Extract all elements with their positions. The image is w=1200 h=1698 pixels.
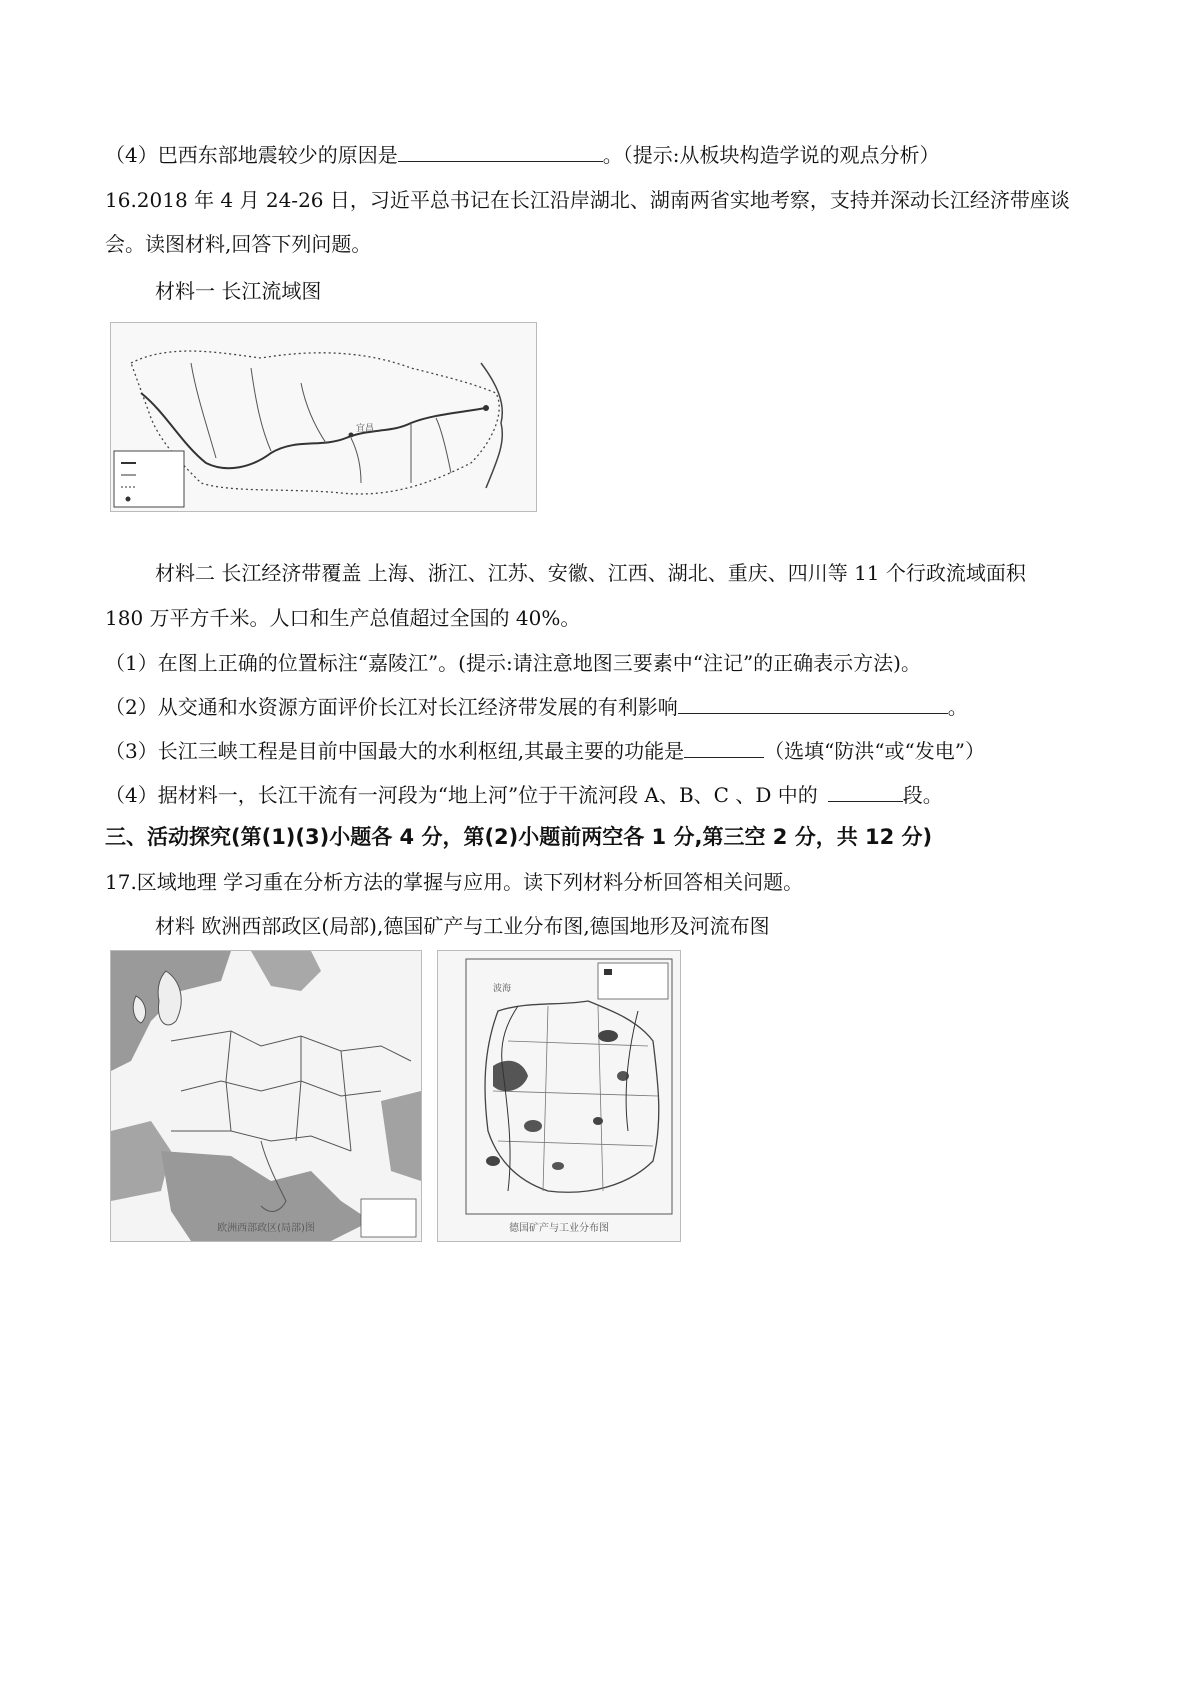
q17-material-label: 材料 欧洲西部政区(局部),德国矿产与工业分布图,德国地形及河流布图	[155, 914, 770, 938]
yangtze-map-graphic	[111, 323, 536, 511]
q16-sub4-end: 段。	[902, 783, 943, 807]
europe-map-caption: 欧洲西部政区(局部)图	[217, 1223, 315, 1234]
q15-4-line	[105, 143, 939, 167]
q16-sub3-line	[105, 739, 985, 763]
q15-4-hint: 。（提示:从板块构造学说的观点分析）	[602, 143, 940, 167]
answer-blank[interactable]	[828, 783, 903, 802]
yangtze-basin-map	[110, 322, 537, 512]
answer-blank[interactable]	[684, 739, 764, 758]
germany-map-graphic	[438, 951, 680, 1241]
q16-sub4-line	[105, 783, 943, 807]
q16-material1-label: 材料一 长江流域图	[155, 279, 322, 303]
sea-label: 波海	[493, 984, 512, 994]
q16-sub2-text: （2）从交通和水资源方面评价长江对长江经济带发展的有利影响	[105, 695, 678, 719]
europe-political-map	[110, 950, 422, 1242]
q16-intro-line1: 16.2018 年 4 月 24-26 日，习近平总书记在长江沿岸湖北、湖南两省实地考察，支持并深动长江经济带座谈	[105, 188, 1070, 212]
q16-sub3-hint: （选填“防洪“或“发电”）	[764, 739, 985, 763]
section3-heading: 三、活动探究(第(1)(3)小题各 4 分，第(2)小题前两空各 1 分,第三空 2 分，共 12 分)	[105, 825, 933, 849]
q16-sub2-line	[105, 695, 968, 719]
q15-4-text: （4）巴西东部地震较少的原因是	[105, 143, 398, 167]
q16-material2-line1: 材料二 长江经济带覆盖 上海、浙江、江苏、安徽、江西、湖北、重庆、四川等 11 个行政流域面积	[155, 561, 1026, 585]
q16-sub2-end: 。	[947, 695, 968, 719]
germany-map-caption: 德国矿产与工业分布图	[509, 1223, 609, 1234]
q16-sub1: （1）在图上正确的位置标注“嘉陵江”。(提示:请注意地图三要素中“注记”的正确表示方法)。	[105, 651, 921, 675]
europe-map-graphic	[111, 951, 421, 1241]
germany-industry-map	[437, 950, 681, 1242]
answer-blank[interactable]	[398, 143, 603, 162]
q16-sub4-text: （4）据材料一，长江干流有一河段为“地上河”位于干流河段 A、B、C 、D 中的	[105, 783, 818, 807]
map-city-label: 宜昌	[356, 424, 375, 434]
q16-material2-line2: 180 万平方千米。人口和生产总值超过全国的 40%。	[105, 606, 581, 630]
q16-sub3-text: （3）长江三峡工程是目前中国最大的水利枢纽,其最主要的功能是	[105, 739, 685, 763]
answer-blank[interactable]	[678, 695, 948, 714]
q17-intro: 17.区域地理 学习重在分析方法的掌握与应用。读下列材料分析回答相关问题。	[105, 870, 804, 894]
q16-intro-line2: 会。读图材料,回答下列问题。	[105, 232, 372, 256]
